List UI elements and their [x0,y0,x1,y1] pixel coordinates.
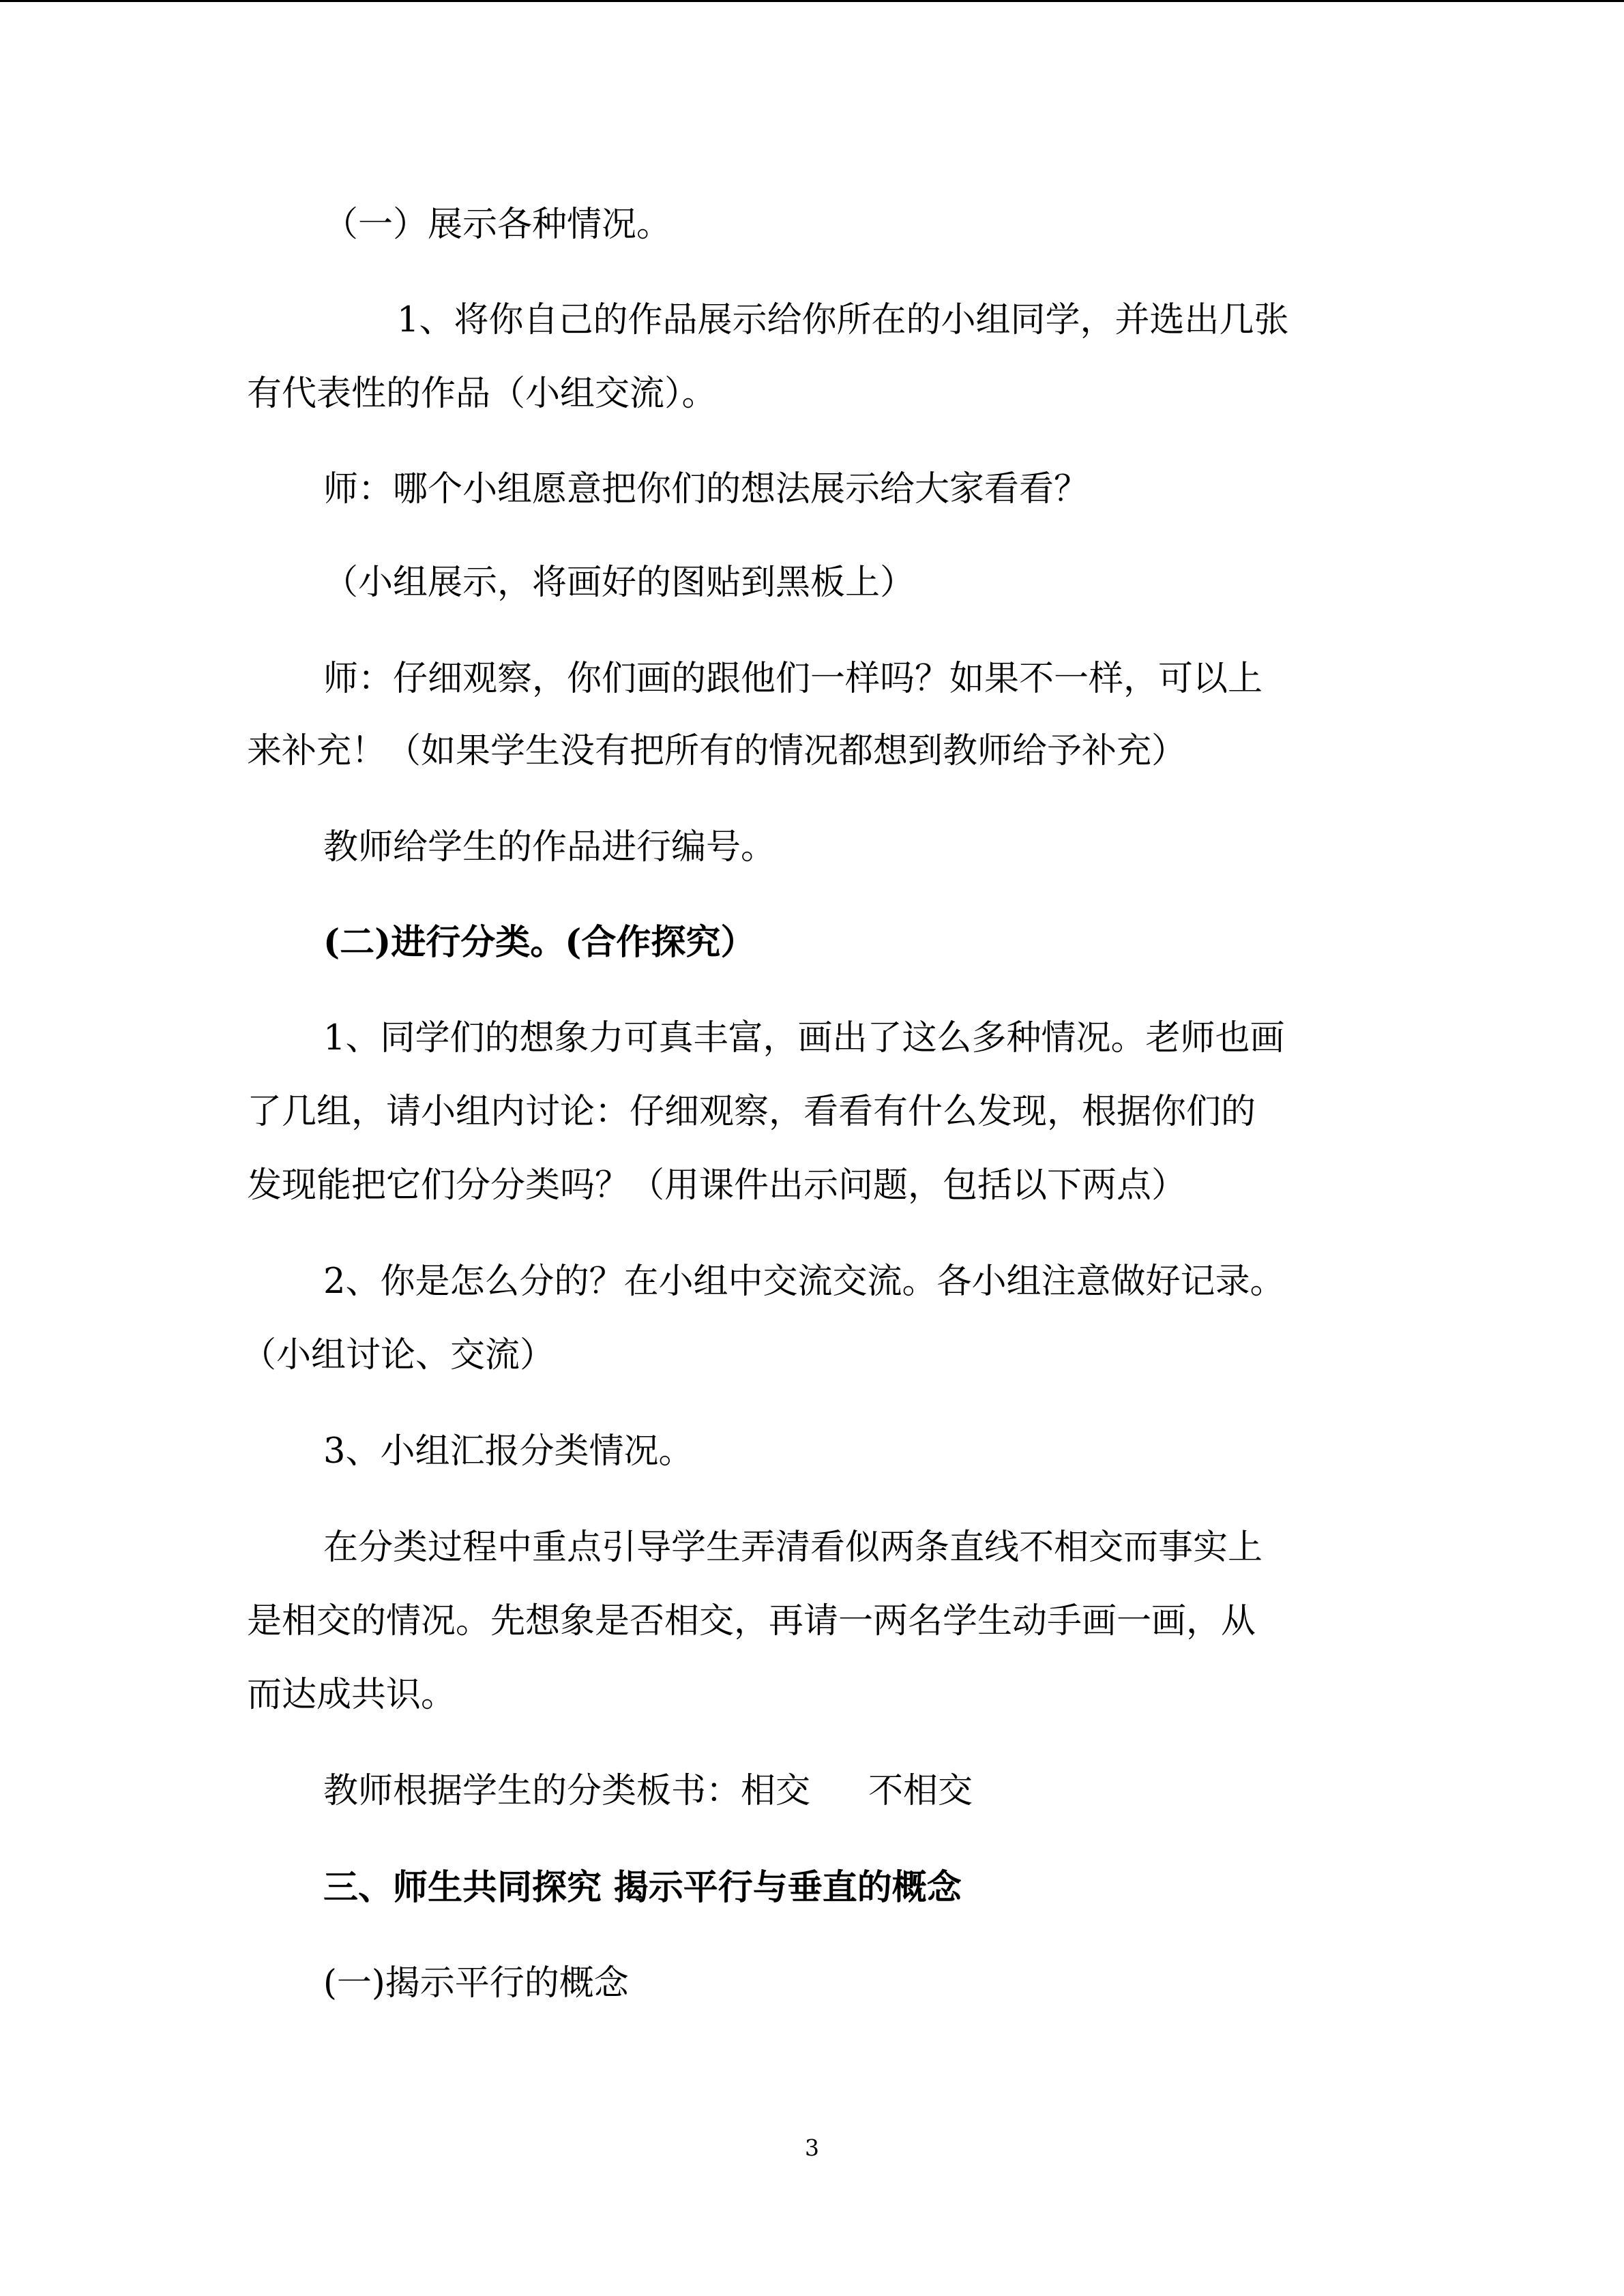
page-number: 3 [805,2134,819,2161]
paragraph-line: 有代表性的作品（小组交流）。 [247,374,717,414]
page-top-border [0,0,1624,2]
paragraph-line: 是相交的情况。先想象是否相交，再请一两名学生动手画一画，从 [247,1601,1256,1641]
paragraph-line: 发现能把它们分分类吗？（用课件出示问题，包括以下两点） [247,1165,1187,1206]
paragraph-line: 了几组，请小组内讨论：仔细观察，看看有什么发现，根据你们的 [247,1092,1256,1132]
paragraph-line: （小组讨论、交流） [241,1335,555,1375]
paragraph-line: 1、同学们的想象力可真丰富，画出了这么多种情况。老师也画 [323,1018,1285,1058]
subsection-heading-parallel: (一)揭示平行的概念 [323,1963,629,2003]
paragraph-line: 3、小组汇报分类情况。 [323,1431,694,1472]
paragraph-line: 2、你是怎么分的？在小组中交流交流。各小组注意做好记录。 [323,1262,1285,1302]
paragraph-line: 来补充！（如果学生没有把所有的情况都想到教师给予补充） [247,731,1187,771]
paragraph-line: （小组展示，将画好的图贴到黑板上） [323,563,915,603]
paragraph-line: 师：哪个小组愿意把你们的想法展示给大家看看？ [323,469,1089,509]
paragraph-line: 师：仔细观察，你们画的跟他们一样吗？如果不一样，可以上 [323,659,1263,699]
paragraph-line: 而达成共识。 [247,1675,456,1715]
section-heading-explore: 三、师生共同探究 揭示平行与垂直的概念 [323,1867,962,1908]
paragraph-line [323,1771,973,1812]
paragraph-line: 教师给学生的作品进行编号。 [323,827,776,867]
board-writing-not-intersect: 不相交 [868,1771,973,1811]
paragraph-line: 在分类过程中重点引导学生弄清看似两条直线不相交而事实上 [323,1527,1263,1568]
section-heading-show: （一）展示各种情况。 [323,205,672,245]
paragraph-line: 1、将你自己的作品展示给你所在的小组同学，并选出几张 [397,300,1289,340]
section-heading-classify: (二)进行分类。(合作探究） [323,922,756,963]
board-writing-intersect: 教师根据学生的分类板书：相交 [323,1771,811,1811]
